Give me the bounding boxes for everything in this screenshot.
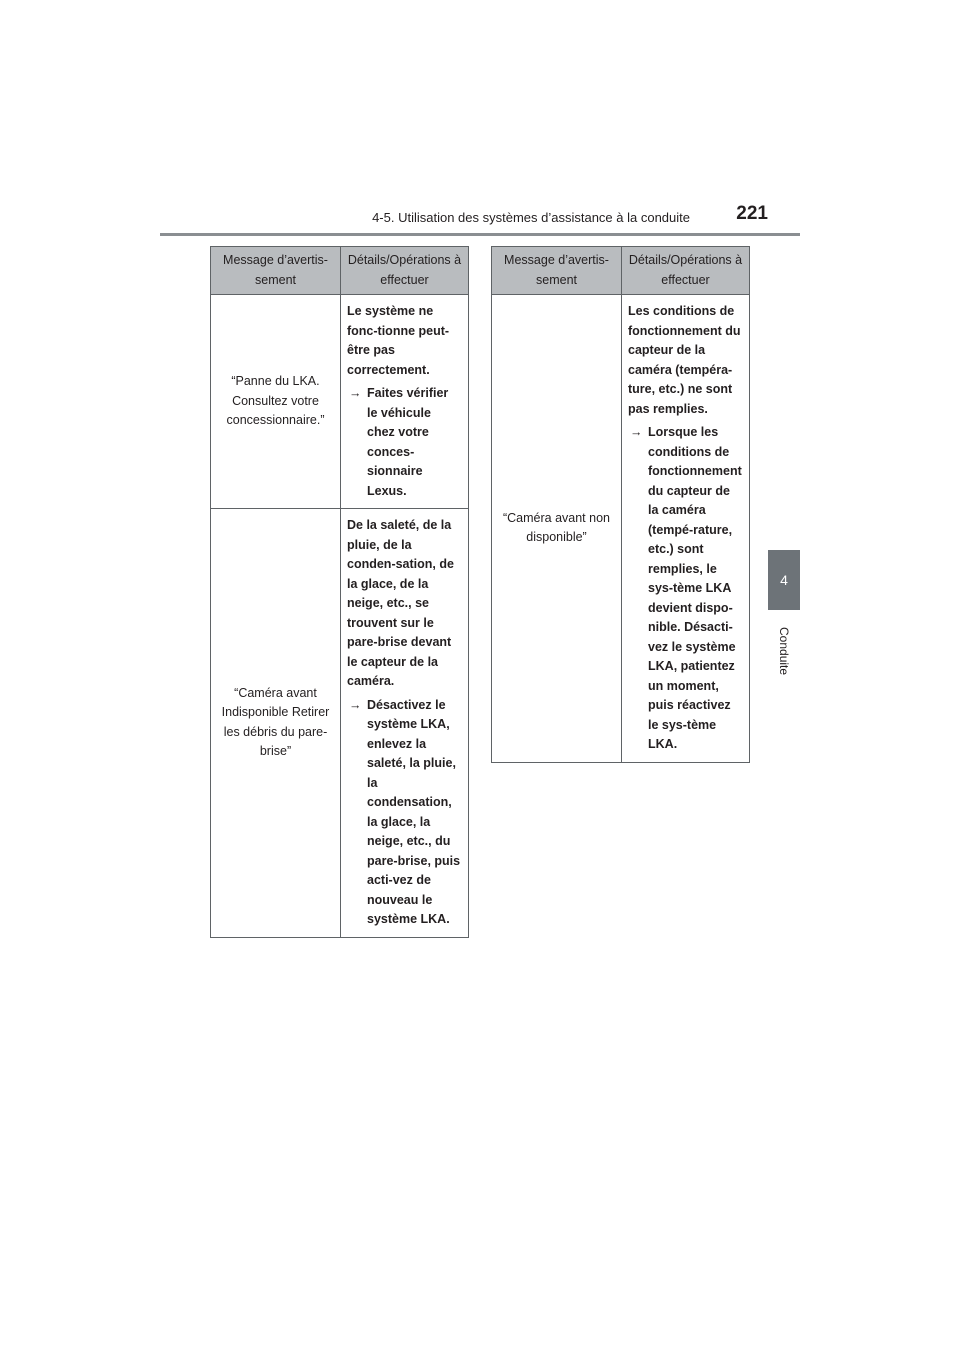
action-item <box>628 423 743 755</box>
detail-text: Les conditions de fonctionnement du capteur de la caméra (tempéra-ture, etc.) ne sont pas remplies. <box>628 304 741 416</box>
chapter-label <box>766 618 802 684</box>
action-text: Lorsque les conditions de fonctionnement du capteur de la caméra (tempé-rature, etc.) sont remplies, le sys-tème LKA devient dispo-nible. Désacti-vez le système LKA, patientez un moment, puis réactivez le sys-tème LKA. <box>648 425 742 751</box>
action-item <box>347 384 462 501</box>
table-header-row <box>492 247 750 295</box>
header-message: Message d’avertis-sement <box>492 247 622 295</box>
warning-details <box>622 295 750 763</box>
arrow-icon: → <box>349 697 362 712</box>
action-item <box>347 696 462 930</box>
warning-message: “Caméra avant non disponible” <box>492 295 622 763</box>
header-details: Détails/Opérations à effectuer <box>622 247 750 295</box>
section-title: 4-5. Utilisation des systèmes d’assistance à la conduite <box>372 210 690 225</box>
warning-table-right <box>491 246 750 763</box>
arrow-icon: → <box>630 425 643 439</box>
chapter-label-text: Conduite <box>777 626 791 676</box>
chapter-tab[interactable] <box>768 550 800 610</box>
action-text: Désactivez le système LKA, enlevez la saleté, la pluie, la condensation, la glace, la neige, etc., du pare-brise, puis acti-vez de nouveau le système LKA. <box>367 697 461 926</box>
header-divider <box>160 233 800 236</box>
table-header-row <box>211 247 469 295</box>
arrow-icon: → <box>349 386 362 400</box>
warning-table-left <box>210 246 469 938</box>
chapter-number: 4 <box>780 572 788 588</box>
warning-details <box>341 295 469 509</box>
page-number: 221 <box>736 203 768 224</box>
warning-details <box>341 509 469 938</box>
header-message: Message d’avertis-sement <box>211 247 341 295</box>
action-text: Faites vérifier le véhicule chez votre conces-sionnaire Lexus. <box>367 386 449 498</box>
detail-text: Le système ne fonc-tionne peut-être pas correctement. <box>347 304 450 377</box>
table-row <box>211 509 469 938</box>
warning-message: “Panne du LKA. Consultez votre concessionnaire.” <box>211 295 341 509</box>
table-row <box>211 295 469 509</box>
header-details: Détails/Opérations à effectuer <box>341 247 469 295</box>
table-row <box>492 295 750 763</box>
detail-text: De la saleté, de la pluie, de la conden-sation, de la glace, de la neige, etc., se trouvent sur le pare-brise devant le capteur de la caméra. <box>347 518 454 688</box>
warning-message: “Caméra avant Indisponible Retirer les débris du pare-brise” <box>211 509 341 938</box>
